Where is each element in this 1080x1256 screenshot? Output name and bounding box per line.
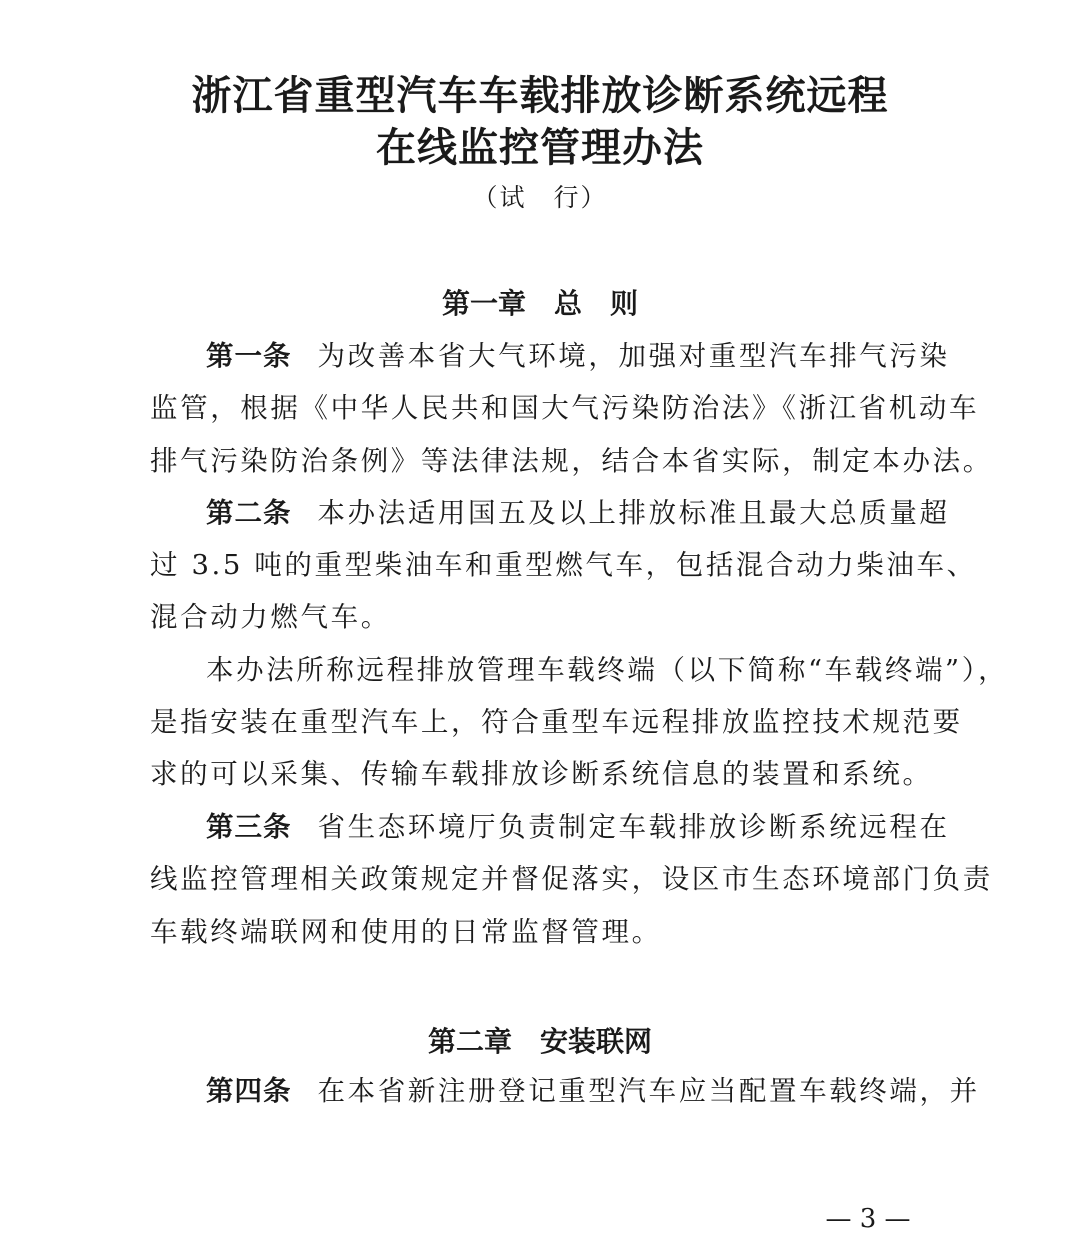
article-2-first-line	[206, 495, 950, 531]
article-3-label: 第三条	[206, 811, 292, 843]
article-4-first-line	[206, 1073, 980, 1109]
article-1-text-line-3: 排气污染防治条例》等法律法规，结合本省实际，制定本办法。	[150, 445, 993, 477]
document-subtitle: （试 行）	[472, 183, 608, 212]
article-2-paragraph-2-line-1: 本办法所称远程排放管理车载终端（以下简称“车载终端”），	[206, 654, 1009, 686]
article-2-label: 第二条	[206, 497, 292, 529]
article-1-text-line-2: 监管，根据《中华人民共和国大气污染防治法》《浙江省机动车	[150, 392, 980, 424]
article-1-label: 第一条	[206, 340, 292, 372]
article-3-text-line-1: 省生态环境厅负责制定车载排放诊断系统远程在	[317, 811, 950, 843]
article-2-paragraph-2-line-2: 是指安装在重型汽车上，符合重型车远程排放监控技术规范要	[150, 706, 963, 738]
article-4-label: 第四条	[206, 1075, 292, 1107]
document-title-line-1: 浙江省重型汽车车载排放诊断系统远程	[191, 73, 889, 119]
article-1-first-line	[206, 338, 950, 374]
article-2-text-line-3: 混合动力燃气车。	[150, 601, 391, 633]
article-3-text-line-2: 线监控管理相关政策规定并督促落实，设区市生态环境部门负责	[150, 863, 993, 895]
chapter-2-heading: 第二章 安装联网	[427, 1025, 652, 1058]
document-title-line-2: 在线监控管理办法	[376, 125, 704, 171]
article-1-text-line-1: 为改善本省大气环境，加强对重型汽车排气污染	[317, 340, 950, 372]
article-3-text-line-3: 车载终端联网和使用的日常监督管理。	[150, 916, 662, 948]
article-2-text-line-1: 本办法适用国五及以上排放标准且最大总质量超	[317, 497, 950, 529]
article-4-text-line-1: 在本省新注册登记重型汽车应当配置车载终端，并	[317, 1075, 980, 1107]
article-2-text-line-2: 过 3.5 吨的重型柴油车和重型燃气车，包括混合动力柴油车、	[150, 549, 977, 581]
page-number: — 3 —	[825, 1204, 911, 1234]
chapter-1-heading: 第一章 总 则	[441, 287, 638, 320]
article-2-paragraph-2-line-3: 求的可以采集、传输车载排放诊断系统信息的装置和系统。	[150, 758, 933, 790]
article-3-first-line	[206, 809, 950, 845]
